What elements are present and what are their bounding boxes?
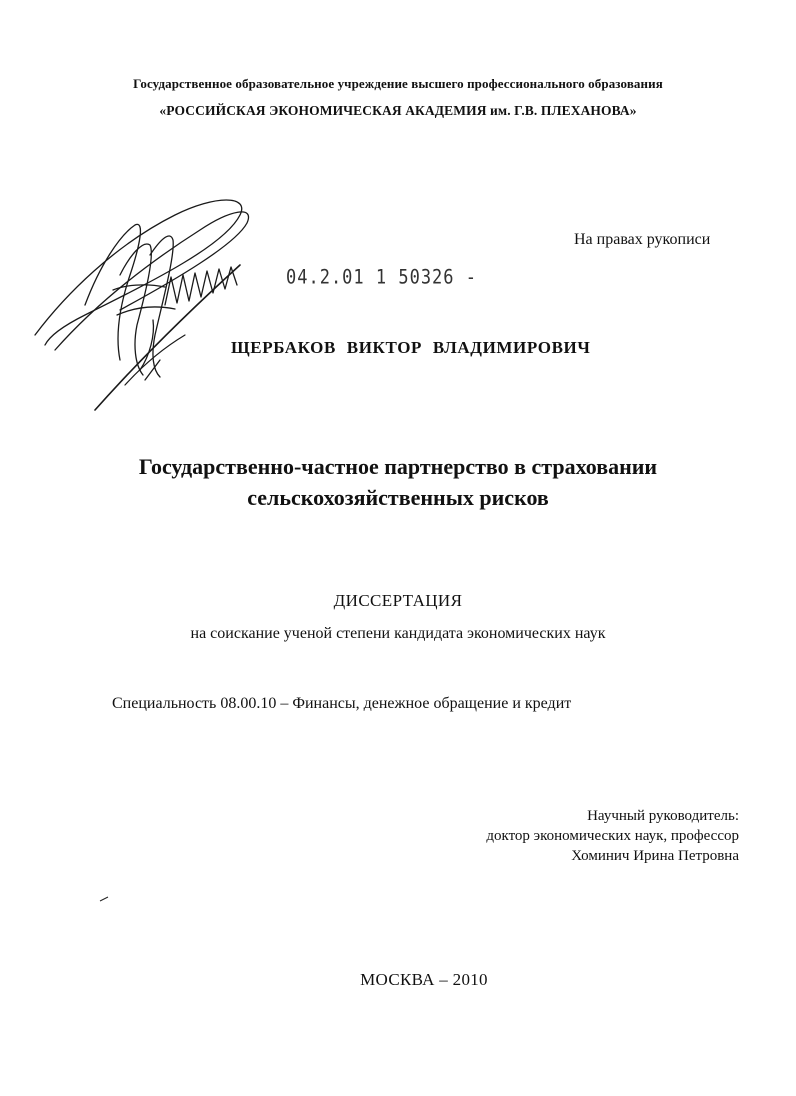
specialty-line: Специальность 08.00.10 – Финансы, денежное обращение и кредит — [112, 695, 572, 712]
registration-stamp: 04.2.01 1 50326 - — [286, 266, 477, 289]
institution-name-line2: «РОССИЙСКАЯ ЭКОНОМИЧЕСКАЯ АКАДЕМИЯ им. Г.В. ПЛЕХАНОВА» — [159, 103, 637, 118]
title-line2: сельскохозяйственных рисков — [247, 485, 549, 510]
supervisor-degree: доктор экономических наук, профессор — [486, 828, 739, 844]
signature-stroke — [85, 224, 140, 360]
supervisor-name: Хоминич Ирина Петровна — [571, 848, 739, 864]
signature-stroke — [125, 335, 185, 385]
author-name: ЩЕРБАКОВ ВИКТОР ВЛАДИМИРОВИЧ — [231, 338, 591, 357]
supervisor-block — [486, 806, 739, 866]
institution-name-line1: Государственное образовательное учреждение высшего профессионального образования — [133, 76, 663, 91]
signature-stroke — [165, 267, 237, 305]
signature-image — [25, 185, 265, 420]
title-line1: Государственно-частное партнерство в страховании — [138, 454, 658, 479]
city-year: МОСКВА – 2010 — [360, 970, 488, 989]
manuscript-note: На правах рукописи — [574, 231, 711, 248]
document-type: ДИССЕРТАЦИЯ — [333, 591, 463, 610]
signature-stroke — [95, 265, 240, 410]
dissertation-title — [0, 451, 796, 513]
supervisor-label: Научный руководитель: — [587, 808, 739, 824]
stray-mark — [99, 896, 109, 902]
degree-line: на соискание ученой степени кандидата экономических наук — [190, 625, 606, 642]
